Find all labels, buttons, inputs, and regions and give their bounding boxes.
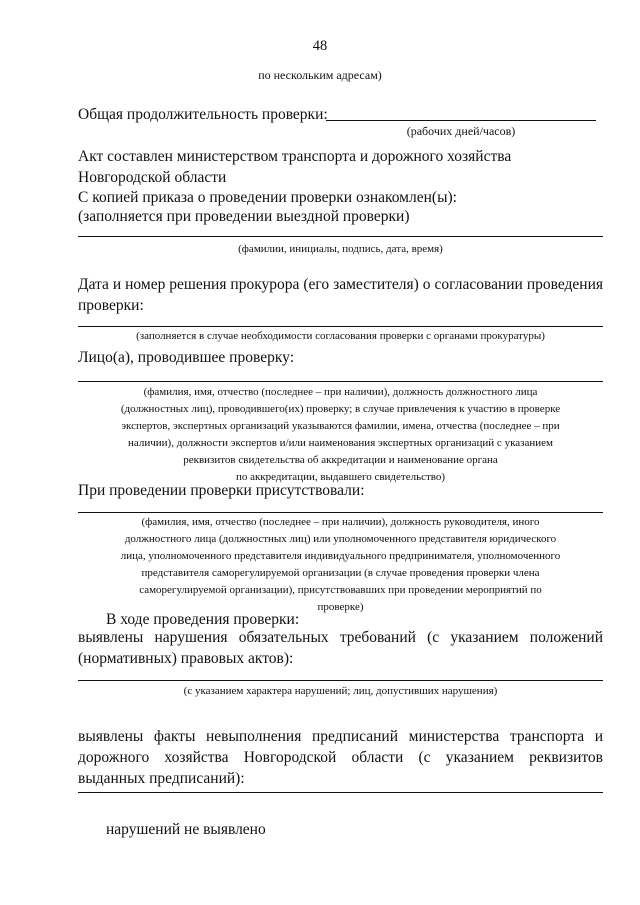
copy-underline xyxy=(78,236,603,237)
inspector-underline xyxy=(78,381,603,382)
copy-line-2: (заполняется при проведении выездной проверки) xyxy=(78,208,410,225)
during-heading: В ходе проведения проверки: xyxy=(106,611,300,628)
caption-line: (фамилия, имя, отчество (последнее – при наличии), должность должностного лица xyxy=(143,386,538,398)
facts-underline xyxy=(78,792,603,793)
violations-underline xyxy=(78,680,603,681)
present-underline xyxy=(78,512,603,513)
prosecutor-underline xyxy=(78,326,603,327)
caption-line: проверке) xyxy=(317,601,364,613)
inspector-label: Лицо(а), проводившее проверку: xyxy=(78,349,295,366)
caption-line: должностного лица (должностных лиц) или уполномоченного представителя юридического xyxy=(124,533,557,545)
inspector-caption xyxy=(78,384,603,486)
present-caption xyxy=(78,514,603,616)
caption-line: по аккредитации, выдавшего свидетельство) xyxy=(235,471,446,483)
copy-caption: (фамилии, инициалы, подпись, дата, время) xyxy=(238,243,443,255)
copy-line-1: С копией приказа о проведении проверки ознакомлен(ы): xyxy=(78,189,457,206)
caption-line: реквизитов свидетельства об аккредитации и наименование органа xyxy=(183,454,498,466)
duration-underline xyxy=(326,120,596,121)
act-text: Акт составлен министерством транспорта и дорожного хозяйства Новгородской области xyxy=(78,148,512,186)
prosecutor-caption: (заполняется в случае необходимости согласования проверки с органами прокуратуры) xyxy=(136,330,545,342)
present-label: При проведении проверки присутствовали: xyxy=(78,482,365,499)
caption-line: экспертов, экспертных организаций указываются фамилии, имена, отчества (последнее – при xyxy=(121,420,560,432)
violations-caption: (с указанием характера нарушений; лиц, допустивших нарушения) xyxy=(183,685,498,697)
duration-label: Общая продолжительность проверки: xyxy=(78,106,328,123)
top-note: по нескольким адресам) xyxy=(258,68,382,82)
duration-caption: (рабочих дней/часов) xyxy=(406,124,516,138)
caption-line: наличии), должности экспертов и/или наименования экспертных организаций с указанием xyxy=(128,437,553,449)
no-violations-text: нарушений не выявлено xyxy=(106,821,266,838)
page-number: 48 xyxy=(312,38,328,54)
caption-line: саморегулируемой организации), присутствовавших при проведении мероприятий по xyxy=(139,584,542,596)
facts-text: выявлены факты невыполнения предписаний министерства транспорта и дорожного хозяйства Новгородской области (с указанием реквизитов выданных предписаний): xyxy=(78,728,603,787)
prosecutor-text: Дата и номер решения прокурора (его заместителя) о согласовании проведения проверки: xyxy=(78,276,603,314)
caption-line: представителя саморегулируемой организации (в случае проведения проверки члена xyxy=(141,567,540,579)
caption-line: (должностных лиц), проводившего(их) проверку; в случае привлечения к участию в проверке xyxy=(120,403,561,415)
caption-line: лица, уполномоченного представителя индивидуального предпринимателя, уполномоченного xyxy=(120,550,561,562)
violations-text: выявлены нарушения обязательных требований (с указанием положений (нормативных) правовых актов): xyxy=(78,629,603,667)
caption-line: (фамилия, имя, отчество (последнее – при наличии), должность руководителя, иного xyxy=(141,516,540,528)
